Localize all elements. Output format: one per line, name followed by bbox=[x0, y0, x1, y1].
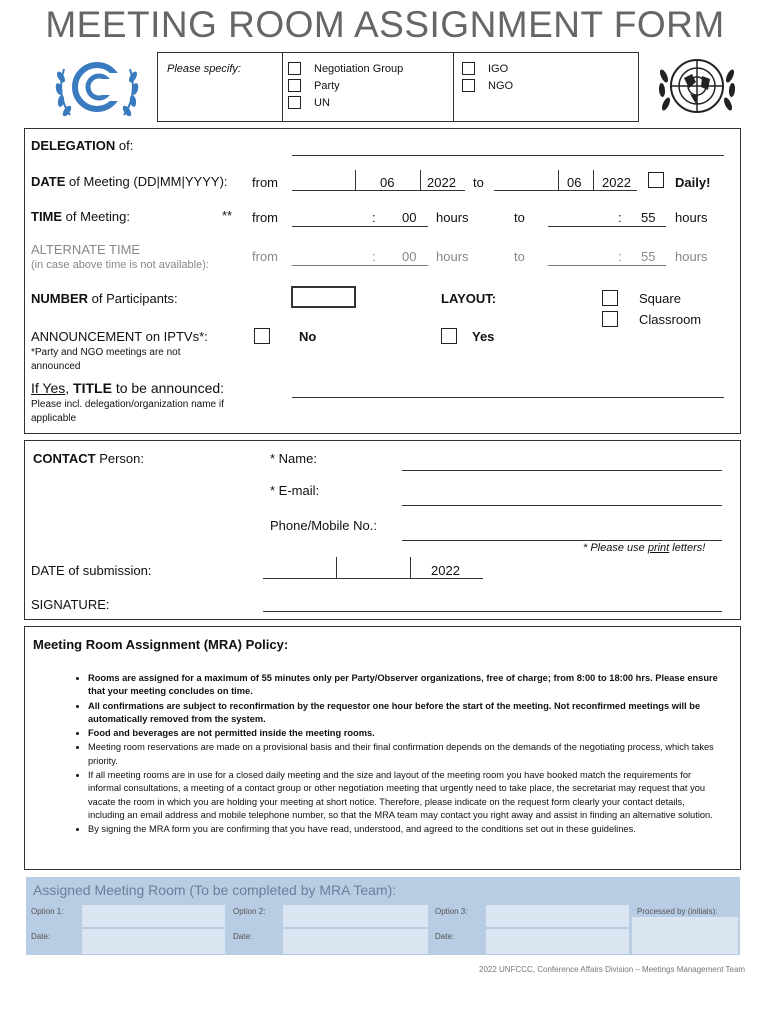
title-field[interactable] bbox=[292, 397, 724, 398]
date1-field[interactable] bbox=[82, 929, 225, 954]
date-to-label: to bbox=[473, 175, 484, 190]
unfccc-logo-icon bbox=[52, 55, 142, 123]
option-un: UN bbox=[314, 97, 330, 109]
option-igo: IGO bbox=[488, 63, 509, 75]
date-to-field[interactable] bbox=[494, 190, 637, 191]
checkbox-square[interactable] bbox=[602, 290, 618, 306]
page-title: MEETING ROOM ASSIGNMENT FORM bbox=[45, 4, 725, 45]
time-to-min: 55 bbox=[641, 210, 656, 225]
layout-label: LAYOUT: bbox=[441, 291, 497, 306]
list-item: • Meeting room reservations are made on a provisional basis and their final confirmation depends on the demands of the negotiating process, which takes priority. bbox=[88, 741, 718, 768]
email-label: * E-mail: bbox=[270, 483, 320, 498]
date3-label: Date: bbox=[435, 932, 455, 941]
alt-from-hours: hours bbox=[436, 249, 469, 264]
submission-label: DATE of submission: bbox=[31, 563, 152, 578]
date-from-day-field[interactable] bbox=[292, 190, 420, 191]
checkbox-un[interactable] bbox=[288, 96, 301, 109]
phone-field[interactable] bbox=[402, 540, 722, 541]
alt-time-label: ALTERNATE TIME bbox=[31, 242, 141, 257]
signature-label: SIGNATURE: bbox=[31, 597, 110, 612]
date-from-month: 06 bbox=[380, 175, 395, 190]
date1-label: Date: bbox=[31, 932, 51, 941]
time-from-field[interactable] bbox=[292, 226, 428, 227]
alt-to-hours: hours bbox=[675, 249, 708, 264]
checkbox-yes[interactable] bbox=[441, 328, 457, 344]
option1-field[interactable] bbox=[82, 905, 225, 927]
policy-title: Meeting Room Assignment (MRA) Policy: bbox=[33, 637, 289, 652]
divider bbox=[410, 557, 411, 578]
option3-field[interactable] bbox=[486, 905, 629, 927]
date-to-month: 06 bbox=[567, 175, 582, 190]
divider bbox=[336, 557, 337, 578]
alt-from-min: 00 bbox=[402, 249, 417, 264]
alt-to-colon: : bbox=[618, 249, 622, 264]
name-label: * Name: bbox=[270, 451, 317, 466]
signature-field[interactable] bbox=[263, 611, 722, 612]
list-item: • By signing the MRA form you are confirming that you have read, understood, and agreed to the conditions set out in these guidelines. bbox=[88, 823, 718, 836]
time-to-label: to bbox=[514, 210, 525, 225]
checkbox-daily[interactable] bbox=[648, 172, 664, 188]
date-from-year-field[interactable] bbox=[420, 190, 465, 191]
option-negotiation-group: Negotiation Group bbox=[314, 63, 404, 75]
option2-label: Option 2: bbox=[233, 907, 266, 916]
delegation-field[interactable] bbox=[292, 155, 724, 156]
date2-field[interactable] bbox=[283, 929, 428, 954]
checkbox-negotiation-group[interactable] bbox=[288, 62, 301, 75]
announcement-note: *Party and NGO meetings are not announced bbox=[31, 347, 181, 372]
date-from-label: from bbox=[252, 175, 278, 190]
checkbox-ngo[interactable] bbox=[462, 79, 475, 92]
checkbox-igo[interactable] bbox=[462, 62, 475, 75]
participants-input[interactable] bbox=[291, 286, 356, 308]
delegation-label: DELEGATION of: bbox=[31, 138, 134, 153]
please-specify-label: Please specify: bbox=[167, 63, 241, 75]
daily-label: Daily! bbox=[675, 175, 711, 190]
alt-to-min: 55 bbox=[641, 249, 656, 264]
yes-label: Yes bbox=[472, 329, 495, 344]
square-label: Square bbox=[639, 291, 681, 306]
alt-from-field[interactable] bbox=[292, 265, 428, 266]
submission-field[interactable] bbox=[263, 578, 483, 579]
contact-section bbox=[24, 440, 741, 620]
divider bbox=[558, 170, 559, 190]
time-to-field[interactable] bbox=[548, 226, 666, 227]
time-from-colon: : bbox=[372, 210, 376, 225]
processed-label: Processed by (initials): bbox=[637, 907, 718, 916]
time-from-min: 00 bbox=[402, 210, 417, 225]
time-to-hours: hours bbox=[675, 210, 708, 225]
footer: 2022 UNFCCC, Conference Affairs Division – Meetings Management Team bbox=[479, 965, 746, 974]
option1-label: Option 1: bbox=[31, 907, 64, 916]
no-label: No bbox=[299, 329, 317, 344]
name-field[interactable] bbox=[402, 470, 722, 471]
list-item: • If all meeting rooms are in use for a closed daily meeting and the size and layout of the meeting room you have booked match the requirements for informal consultations, a meeting of a contact group or other negotiation meeting that urgently need to take place, the secretariat may request that you vacate the room in which you are holding your meeting at short notice. Therefore, please indicate on the request form clearly your contact details, including an email address and mobile telephone number, so that the MRA team may contact you right away and assist in finding an alternative solution. bbox=[88, 769, 718, 822]
option-ngo: NGO bbox=[488, 80, 514, 92]
alt-to-label: to bbox=[514, 249, 525, 264]
divider bbox=[593, 170, 594, 190]
date2-label: Date: bbox=[233, 932, 253, 941]
email-field[interactable] bbox=[402, 505, 722, 506]
date3-field[interactable] bbox=[486, 929, 629, 954]
alt-from-label: from bbox=[252, 249, 278, 264]
checkbox-party[interactable] bbox=[288, 79, 301, 92]
time-from-hours: hours bbox=[436, 210, 469, 225]
submission-year: 2022 bbox=[431, 563, 460, 578]
time-from-label: from bbox=[252, 210, 278, 225]
list-item: • Food and beverages are not permitted inside the meeting rooms. bbox=[88, 727, 718, 740]
option3-label: Option 3: bbox=[435, 907, 468, 916]
divider bbox=[355, 170, 356, 190]
time-stars: ** bbox=[222, 208, 233, 223]
alt-to-field[interactable] bbox=[548, 265, 666, 266]
policy-list bbox=[28, 672, 718, 838]
divider bbox=[282, 52, 283, 122]
classroom-label: Classroom bbox=[639, 312, 702, 327]
alt-time-sub: (in case above time is not available): bbox=[31, 259, 209, 271]
date-label: DATE of Meeting (DD|MM|YYYY): bbox=[31, 174, 228, 189]
un-emblem-icon bbox=[656, 52, 738, 122]
alt-from-colon: : bbox=[372, 249, 376, 264]
option-party: Party bbox=[314, 80, 340, 92]
contact-label: CONTACT Person: bbox=[33, 451, 145, 466]
checkbox-no[interactable] bbox=[254, 328, 270, 344]
divider bbox=[420, 170, 421, 190]
participants-label: NUMBER of Participants: bbox=[31, 291, 178, 306]
time-to-colon: : bbox=[618, 210, 622, 225]
divider bbox=[453, 52, 454, 122]
phone-label: Phone/Mobile No.: bbox=[270, 518, 377, 533]
processed-field[interactable] bbox=[632, 917, 738, 954]
option2-field[interactable] bbox=[283, 905, 428, 927]
title-announced-label: If Yes, TITLE to be announced: bbox=[31, 380, 225, 396]
announcement-label: ANNOUNCEMENT on IPTVs*: bbox=[31, 329, 208, 344]
date-from-year: 2022 bbox=[427, 175, 456, 190]
checkbox-classroom[interactable] bbox=[602, 311, 618, 327]
time-label: TIME of Meeting: bbox=[31, 209, 130, 224]
list-item: • Rooms are assigned for a maximum of 55 minutes only per Party/Observer organizations, free of charge; from 8:00 to 18:00 hrs. Please ensure that your meeting concludes on time. bbox=[88, 672, 718, 699]
print-note: * Please use print letters! bbox=[583, 542, 706, 554]
title-note: Please incl. delegation/organization name if applicable bbox=[31, 399, 224, 424]
date-to-year: 2022 bbox=[602, 175, 631, 190]
list-item: • All confirmations are subject to reconfirmation by the requestor one hour before the start of the meeting. Not reconfirmed meetings will be automatically removed from the system. bbox=[88, 700, 718, 727]
mra-header: Assigned Meeting Room (To be completed by MRA Team): bbox=[33, 882, 397, 898]
